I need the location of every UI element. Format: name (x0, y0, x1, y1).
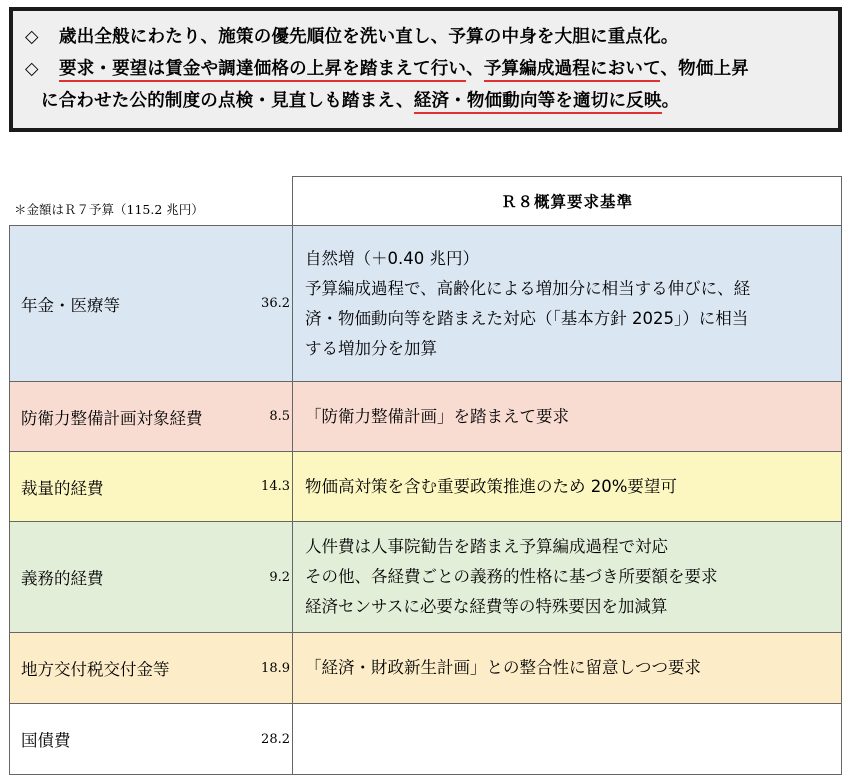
description-line: 予算編成過程で、高齢化による増加分に相当する伸びに、経 (305, 278, 751, 298)
budget-table (9, 225, 842, 775)
table-row (10, 703, 841, 774)
policy-underlined-text: 要求・要望は賃金や調達価格の上昇を踏まえて行い (59, 59, 466, 82)
category-cell (10, 382, 293, 451)
category-label: 義務的経費 (21, 569, 104, 588)
description-line: 済・物価動向等を踏まえた対応（「基本方針 2025」）に相当 (305, 308, 749, 328)
amount-value: 14.3 (261, 479, 290, 494)
policy-text-1: 歳出全般にわたり、施策の優先順位を洗い直し、予算の中身を大胆に重点化。 (59, 27, 679, 47)
description-cell (293, 452, 841, 521)
description-line: 経済センサスに必要な経費等の特殊要因を加減算 (305, 597, 668, 616)
amount-value: 8.5 (269, 409, 290, 424)
description-line: する増加分を加算 (305, 338, 437, 358)
amount-value: 18.9 (261, 660, 290, 676)
category-cell (10, 452, 293, 521)
policy-line-2 (25, 53, 828, 85)
amount-value: 36.2 (261, 296, 290, 311)
amount-value: 9.2 (269, 569, 290, 585)
amount-value: 28.2 (261, 731, 290, 747)
description-line: 「経済・財政新生計画」との整合性に留意しつつ要求 (305, 658, 701, 677)
description-line: 人件費は人事院勧告を踏まえ予算編成過程で対応 (305, 537, 668, 556)
description-line: 自然増（＋0.40 兆円） (305, 248, 479, 268)
description-line: 物価高対策を含む重要政策推進のため 20%要望可 (305, 476, 677, 496)
policy-summary-box (9, 7, 842, 132)
table-header: Ｒ８概算要求基準 (292, 176, 842, 225)
description-cell (293, 522, 841, 632)
category-label: 裁量的経費 (21, 478, 104, 498)
category-label: 年金・医療等 (21, 295, 120, 315)
table-row (10, 381, 841, 451)
description-line: 「防衛力整備計画」を踏まえて要求 (305, 406, 569, 426)
category-cell (10, 704, 293, 774)
policy-line-1 (25, 21, 828, 53)
policy-underlined-text: 予算編成過程において (484, 59, 661, 82)
policy-line-3 (25, 85, 828, 117)
diamond-bullet-icon: ◇ (25, 59, 39, 79)
category-cell (10, 633, 293, 703)
category-cell (10, 226, 293, 381)
table-row (10, 226, 841, 381)
description-cell (293, 226, 841, 381)
policy-text: に合わせた公的制度の点検・見直しも踏まえ、 (41, 91, 414, 111)
category-label: 地方交付税交付金等 (21, 660, 170, 679)
category-label: 防衛力整備計画対象経費 (21, 408, 203, 428)
description-line: その他、各経費ごとの義務的性格に基づき所要額を要求 (305, 567, 718, 586)
diamond-bullet-icon: ◇ (25, 27, 39, 47)
description-cell (293, 704, 841, 774)
table-row (10, 521, 841, 632)
table-row (10, 632, 841, 703)
policy-text: 。 (661, 91, 680, 111)
category-label: 国債費 (21, 731, 71, 750)
table-row (10, 451, 841, 521)
policy-text: 、物価上昇 (660, 59, 749, 79)
policy-underlined-text: 経済・物価動向等を適切に反映 (414, 91, 662, 114)
description-cell (293, 382, 841, 451)
policy-text: 、 (466, 59, 484, 79)
description-cell (293, 633, 841, 703)
category-cell (10, 522, 293, 632)
amount-note: ＊金額はＲ７予算（115.2 兆円） (14, 202, 204, 217)
